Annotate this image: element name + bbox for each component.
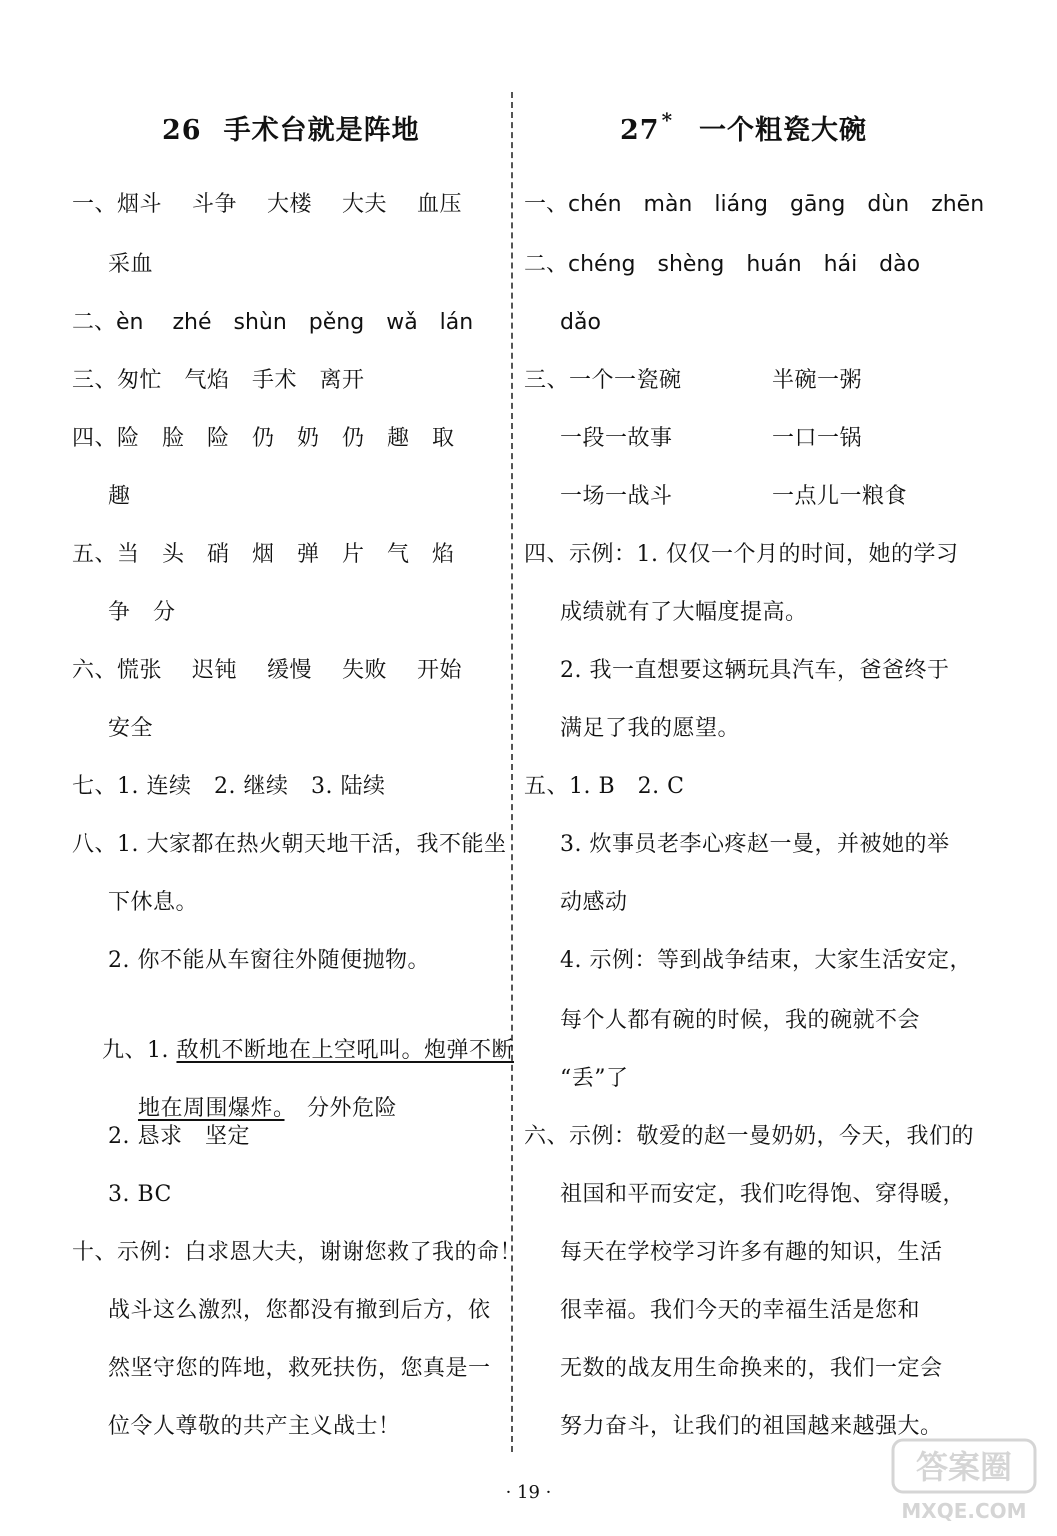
- watermark-logo: [889, 1436, 1039, 1526]
- answer-line: 七、1. 连续 2. 继续 3. 陆续: [72, 774, 386, 799]
- answer-line: 无数的战友用生命换来的，我们一定会: [560, 1356, 943, 1381]
- right-title-number: 27: [620, 115, 660, 146]
- answer-line: 半碗一粥: [772, 368, 863, 393]
- answer-line: 每天在学校学习许多有趣的知识，生活: [560, 1240, 943, 1265]
- answer-line: 2. 你不能从车窗往外随便抛物。: [108, 948, 430, 973]
- answer-line: 四、示例：1. 仅仅一个月的时间，她的学习: [524, 542, 959, 567]
- watermark-text-cn: 答案圈: [915, 1448, 1013, 1486]
- answer-line: 二、èn zhé shùn pěng wǎ lán: [72, 310, 474, 335]
- answer-line: 成绩就有了大幅度提高。: [560, 600, 808, 625]
- answer-line: 3. 炊事员老李心疼赵一曼，并被她的举: [560, 832, 950, 857]
- answer-line: 一、烟斗 斗争 大楼 大夫 血压: [72, 192, 462, 217]
- answer-line: 战斗这么激烈，您都没有撤到后方，依: [108, 1298, 491, 1323]
- answer-line: 五、当 头 硝 烟 弹 片 气 焰: [72, 542, 455, 567]
- underlined-answer: 敌机不断地在上空吼叫。炮弹不断: [176, 1038, 514, 1063]
- answer-line: 满足了我的愿望。: [560, 716, 741, 741]
- answer-line: 六、慌张 迟钝 缓慢 失败 开始: [72, 658, 462, 683]
- answer-line: 三、匆忙 气焰 手术 离开: [72, 368, 365, 393]
- answer-line: 一段一故事: [560, 426, 673, 451]
- underlined-answer: 地在周围爆炸。: [137, 1096, 285, 1121]
- answer-line: 2. 恳求 坚定: [108, 1124, 250, 1149]
- right-section-title: [620, 108, 867, 147]
- answer-line: 安全: [108, 716, 154, 741]
- answer-line: 一、chén màn liáng gāng dùn zhēn: [524, 192, 985, 217]
- left-section-title: [162, 108, 420, 147]
- left-title-text: 手术台就是阵地: [223, 115, 420, 146]
- answer-line: 下休息。: [108, 890, 199, 915]
- answer-line: 五、1. B 2. C: [524, 774, 685, 799]
- answer-line: 动感动: [560, 890, 628, 915]
- answer-line: 4. 示例：等到战争结束，大家生活安定，: [560, 948, 972, 973]
- answer-line: dǎo: [560, 310, 601, 335]
- left-title-number: 26: [162, 115, 202, 146]
- optional-mark: *: [661, 108, 674, 132]
- answer-line: 六、示例：敬爱的赵一曼奶奶，今天，我们的: [524, 1124, 975, 1149]
- answer-line: 采血: [108, 252, 154, 277]
- answer-line: 二、chéng shèng huán hái dào: [524, 252, 921, 277]
- answer-line: 四、险 脸 险 仍 奶 仍 趣 取: [72, 426, 455, 451]
- answer-line: 一场一战斗: [560, 484, 673, 509]
- answer-line: 一点儿一粮食: [772, 484, 908, 509]
- answer-line: 一口一锅: [772, 426, 863, 451]
- answer-line: 2. 我一直想要这辆玩具汽车，爸爸终于: [560, 658, 950, 683]
- answer-text: 分外危险: [307, 1096, 398, 1121]
- watermark-text-url: MXQE.COM: [901, 1499, 1027, 1523]
- answer-line: 三、一个一瓷碗: [524, 368, 682, 393]
- answer-line: 争 分: [108, 600, 176, 625]
- answer-line: 努力奋斗，让我们的祖国越来越强大。: [560, 1414, 943, 1439]
- right-title-text: 一个粗瓷大碗: [699, 115, 868, 146]
- answer-line: 祖国和平而安定，我们吃得饱、穿得暖，: [560, 1182, 966, 1207]
- answer-line: 3. BC: [108, 1182, 172, 1207]
- answer-line: 每个人都有碗的时候，我的碗就不会: [560, 1008, 921, 1033]
- answer-line: 八、1. 大家都在热火朝天地干活，我不能坐: [72, 832, 507, 857]
- answer-line: 很幸福。我们今天的幸福生活是您和: [560, 1298, 921, 1323]
- answer-line: 十、示例：白求恩大夫，谢谢您救了我的命！: [72, 1240, 523, 1265]
- page-number: · 19 ·: [505, 1482, 552, 1503]
- answer-line: 位令人尊敬的共产主义战士！: [108, 1414, 401, 1439]
- answer-line: 趣: [108, 484, 131, 509]
- answer-prefix: 九、1.: [101, 1038, 177, 1063]
- answer-line: 然坚守您的阵地，救死扶伤，您真是一: [108, 1356, 491, 1381]
- answer-line: “丢”了: [560, 1066, 629, 1091]
